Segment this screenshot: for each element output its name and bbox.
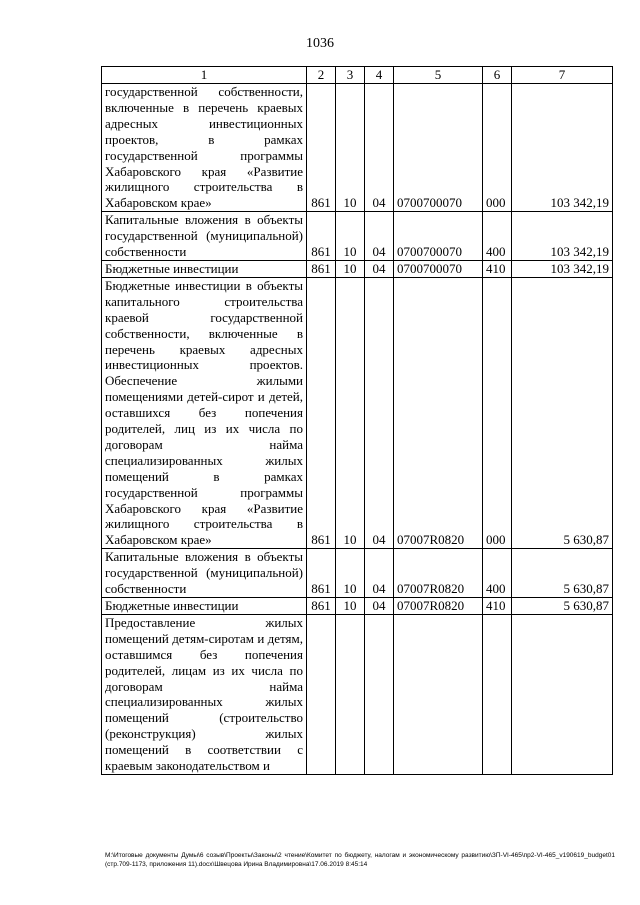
cell-target-article: 07007R0820 [394,598,483,615]
column-header: 1 [102,67,307,84]
row-name: Бюджетные инвестиции [102,260,307,277]
cell-section: 10 [336,260,365,277]
cell-target-article: 07007R0820 [394,277,483,548]
cell-target-article [394,614,483,774]
cell-admin-code [307,614,336,774]
table-row [102,614,613,774]
cell-expense-type: 400 [483,212,512,261]
cell-section: 10 [336,598,365,615]
column-header: 2 [307,67,336,84]
row-name: Предоставление жилых помещений детям-сиротам и детям, оставшимся без попечения родителей, лицам из их числа по договорам найма специализированных жилых помещений (строительство (реконструкция) жилых помещений в соответствии с краевым законодательством и [102,614,307,774]
cell-amount: 103 342,19 [512,260,613,277]
cell-target-article: 0700700070 [394,212,483,261]
column-header: 4 [365,67,394,84]
cell-admin-code: 861 [307,212,336,261]
table-row [102,598,613,615]
row-name: государственной собственности, включенные в перечень краевых адресных инвестиционных проектов, в рамках государственной программы Хабаровского края «Развитие жилищного строительства в Хабаровском крае» [102,84,307,212]
row-name: Капитальные вложения в объекты государственной (муниципальной) собственности [102,212,307,261]
row-name: Бюджетные инвестиции в объекты капитального строительства краевой государственной собственности, включенные в перечень краевых адресных инвестиционных проектов. Обеспечение жилыми помещениями детей-сирот и детей, оставшихся без попечения родителей, лиц из их числа по договорам найма специализированных жилых помещений в рамках государственной программы Хабаровского края «Развитие жилищного строительства в Хабаровском крае» [102,277,307,548]
row-name: Бюджетные инвестиции [102,598,307,615]
cell-admin-code: 861 [307,277,336,548]
cell-expense-type: 000 [483,277,512,548]
cell-expense-type: 410 [483,260,512,277]
cell-target-article: 0700700070 [394,260,483,277]
cell-admin-code: 861 [307,549,336,598]
cell-amount: 5 630,87 [512,277,613,548]
cell-expense-type: 000 [483,84,512,212]
table-header-row [102,67,613,84]
cell-section: 10 [336,277,365,548]
cell-expense-type [483,614,512,774]
cell-target-article: 07007R0820 [394,549,483,598]
cell-amount: 103 342,19 [512,84,613,212]
page-number: 1036 [306,36,334,51]
cell-amount: 103 342,19 [512,212,613,261]
table-row [102,277,613,548]
row-name: Капитальные вложения в объекты государственной (муниципальной) собственности [102,549,307,598]
cell-admin-code: 861 [307,598,336,615]
column-header: 7 [512,67,613,84]
table-row [102,549,613,598]
table-row [102,84,613,212]
cell-amount: 5 630,87 [512,549,613,598]
cell-expense-type: 410 [483,598,512,615]
table-row [102,212,613,261]
cell-section: 10 [336,84,365,212]
column-header: 5 [394,67,483,84]
cell-section: 10 [336,212,365,261]
cell-amount: 5 630,87 [512,598,613,615]
cell-admin-code: 861 [307,84,336,212]
cell-subsection [365,614,394,774]
cell-admin-code: 861 [307,260,336,277]
cell-subsection: 04 [365,598,394,615]
cell-amount [512,614,613,774]
budget-table [101,66,613,775]
cell-section: 10 [336,549,365,598]
cell-expense-type: 400 [483,549,512,598]
cell-target-article: 0700700070 [394,84,483,212]
cell-subsection: 04 [365,84,394,212]
cell-subsection: 04 [365,549,394,598]
cell-subsection: 04 [365,212,394,261]
cell-section [336,614,365,774]
column-header: 6 [483,67,512,84]
table-row [102,260,613,277]
document-path-footer: M:\Итоговые документы Думы\6 созыв\Проекты\Законы\2 чтение\Комитет по бюджету, налогам и экономическому развитию\ЗП-VI-465\пр2-VI-465_v190619_budget01 (стр.709-1173, приложения 11).docx\Швецова Ирина Владимировна\17.06.2019 8:45:14 [105,852,615,868]
cell-subsection: 04 [365,260,394,277]
cell-subsection: 04 [365,277,394,548]
column-header: 3 [336,67,365,84]
